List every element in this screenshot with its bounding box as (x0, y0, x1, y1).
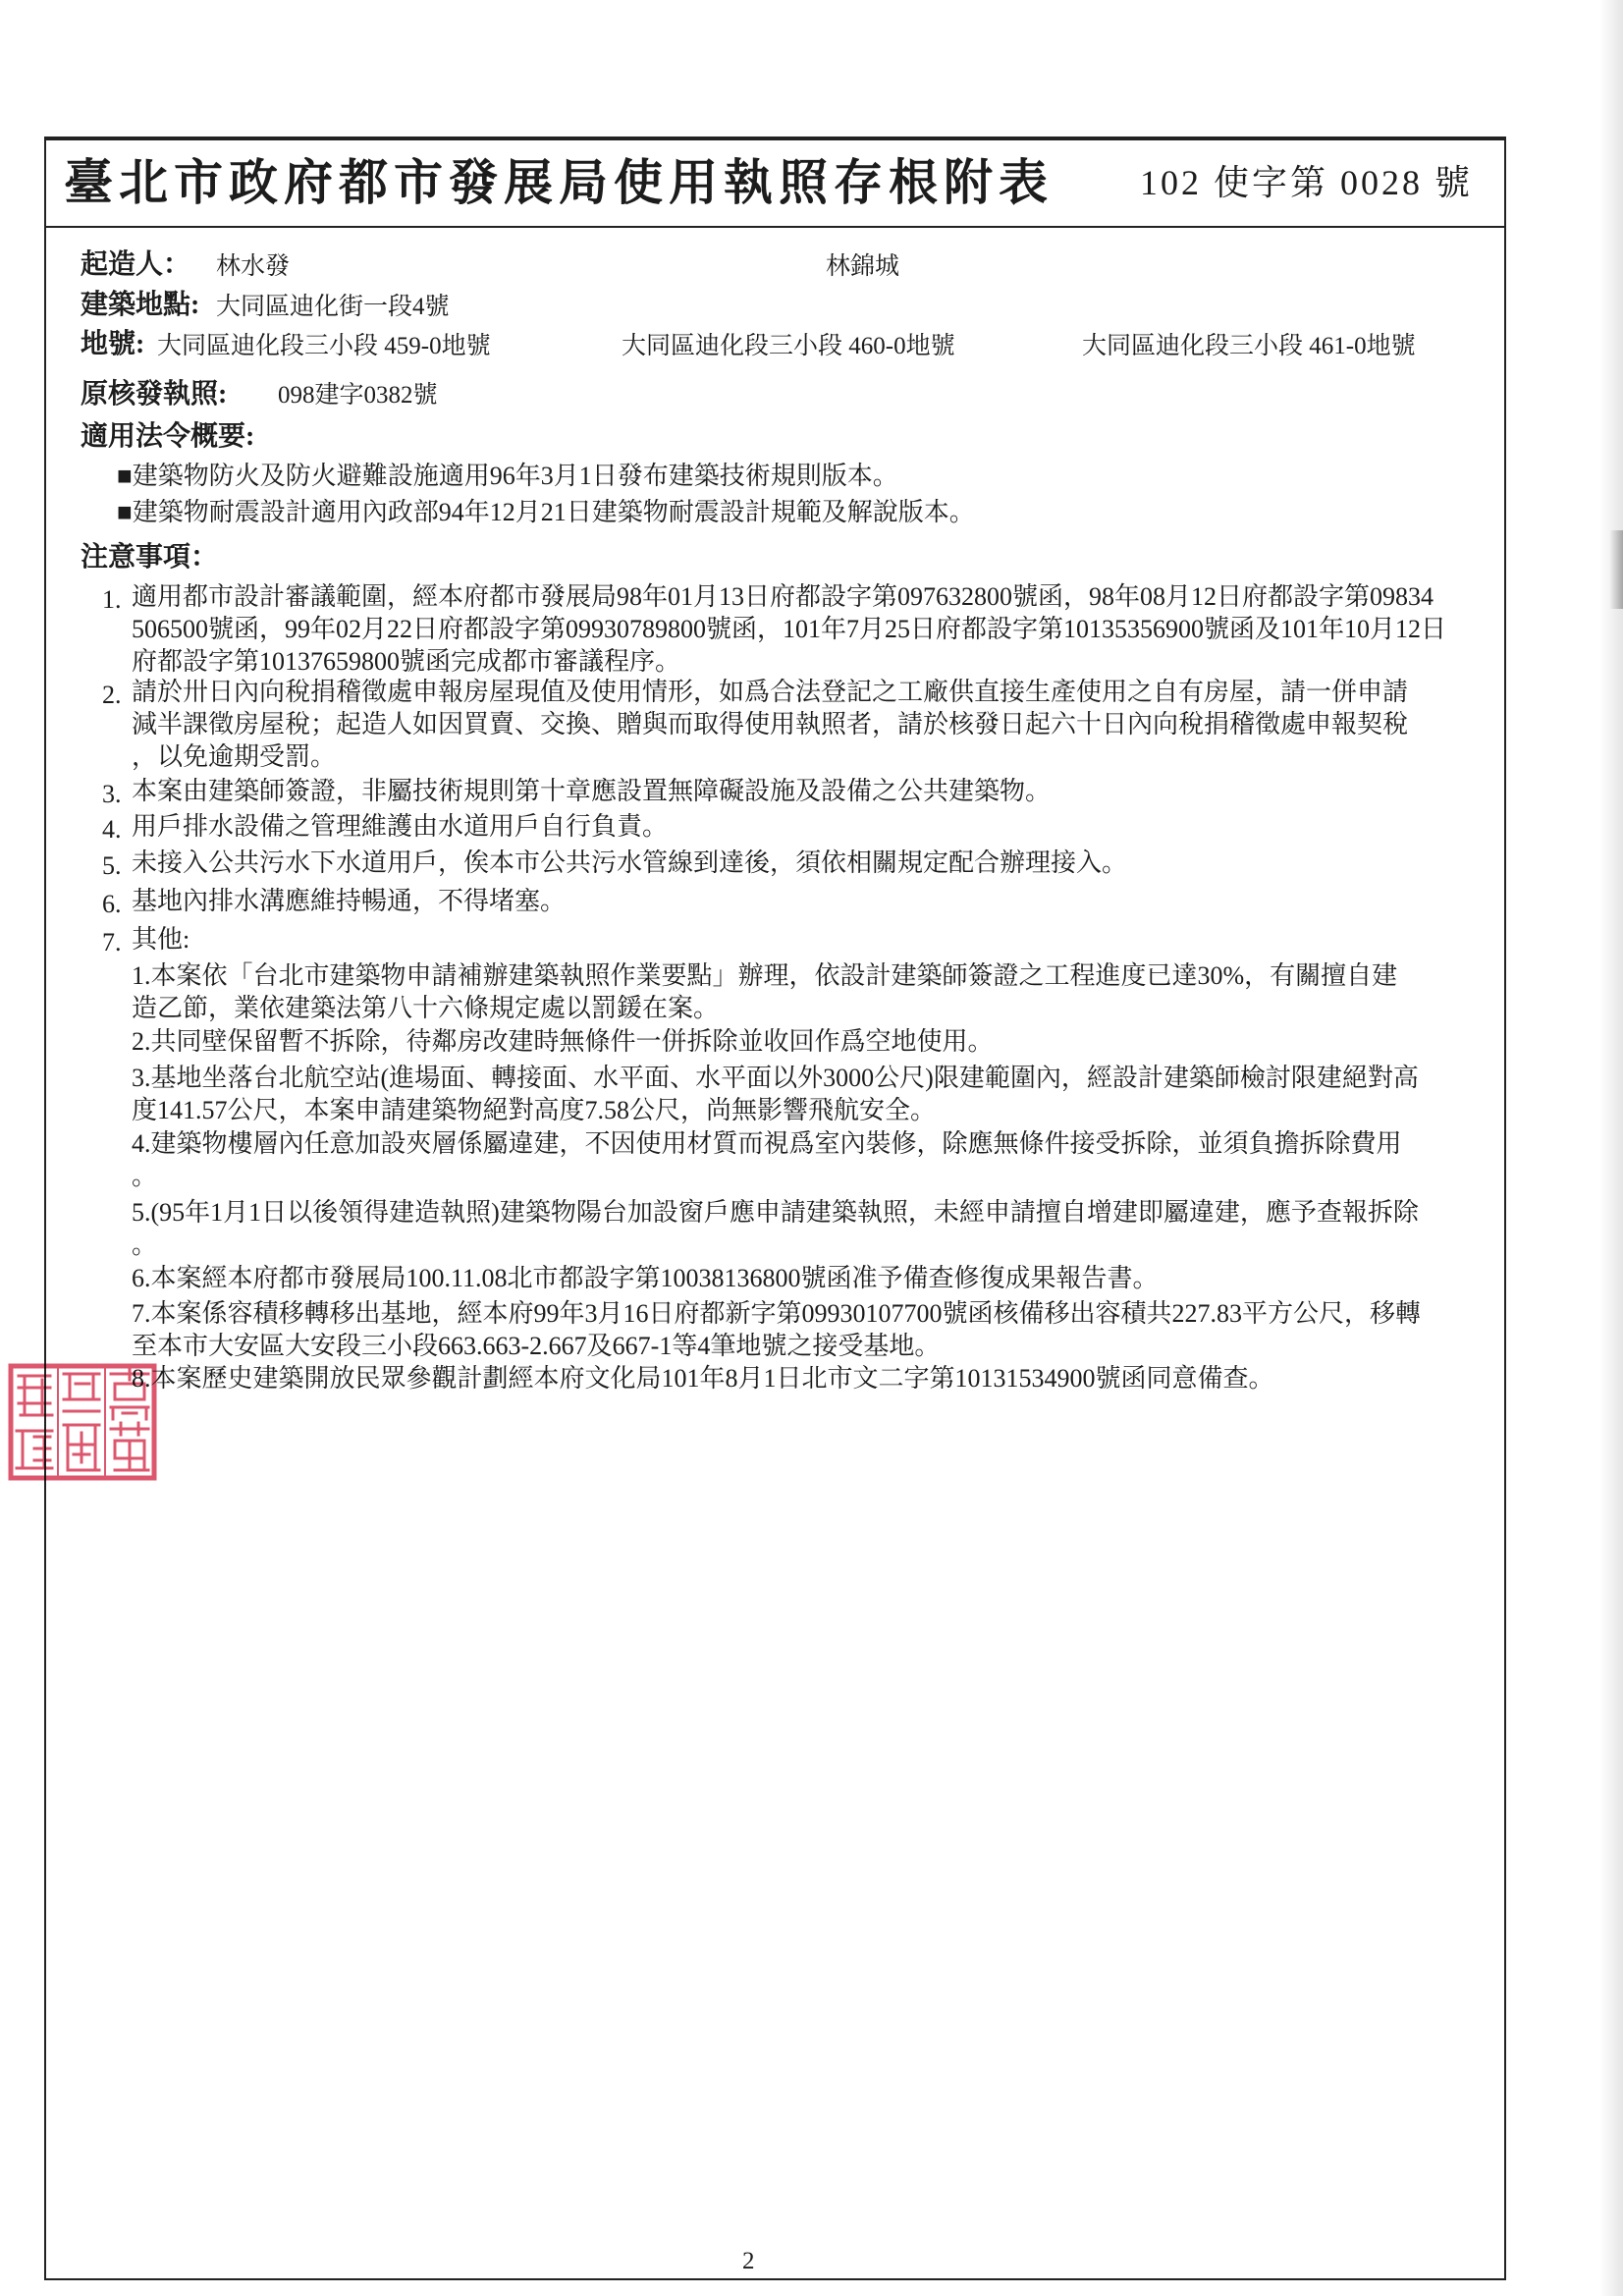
note-line: 其他: (132, 925, 190, 954)
site-label: 建築地點: (81, 290, 200, 320)
lots-label: 地號: (81, 329, 145, 359)
lot-value-3: 大同區迪化段三小段 461-0地號 (1082, 333, 1416, 359)
note-item-2 (102, 676, 1408, 773)
note-number: 2. (102, 681, 122, 709)
other-line: 度141.57公尺，本案申請建築物絕對高度7.58公尺，尚無影響飛航安全。 (132, 1096, 937, 1124)
other-line: 5.(95年1月1日以後領得建造執照)建築物陽台加設窗戶應申請建築執照，未經申請擅自增建即屬違建，應予查報拆除 (132, 1198, 1419, 1227)
note-line: 適用都市設計審議範圍，經本府都市發展局98年01月13日府都設字第097632800號函，98年08月12日府都設字第09834 (132, 582, 1434, 611)
regulations-label: 適用法令概要: (81, 421, 255, 452)
other-line: 造乙節，業依建築法第八十六條規定處以罰鍰在案。 (132, 994, 720, 1022)
note-line: 府都設字第10137659800號函完成都市審議程序。 (132, 647, 681, 676)
note-item-5 (102, 847, 1127, 882)
note-item-1 (102, 580, 1446, 678)
applicant-name-1: 林水發 (216, 253, 291, 280)
other-item-6 (132, 1262, 1159, 1294)
title-divider (44, 226, 1506, 228)
note-number: 6. (102, 890, 122, 918)
original-license-label: 原核發執照: (81, 379, 228, 410)
site-value: 大同區迪化街一段4號 (216, 294, 450, 320)
lot-value-2: 大同區迪化段三小段 460-0地號 (622, 333, 955, 359)
note-number: 4. (102, 815, 122, 844)
other-item-3 (132, 1062, 1419, 1126)
other-line: 3.基地坐落台北航空站(進場面、轉接面、水平面、水平面以外3000公尺)限建範圍內，經設計建築師檢討限建絕對高 (132, 1064, 1419, 1092)
frame-top-rule (44, 137, 1506, 139)
other-line: 8.本案歷史建築開放民眾參觀計劃經本府文化局101年8月1日北市文二字第10131534900號函同意備查。 (132, 1364, 1274, 1393)
other-line: 1.本案依「台北市建築物申請補辦建築執照作業要點」辦理，依設計建築師簽證之工程進度已達30%，有關擅自建 (132, 961, 1398, 990)
note-line: 本案由建築師簽證，非屬技術規則第十章應設置無障礙設施及設備之公共建築物。 (132, 777, 1052, 805)
note-number: 7. (102, 928, 122, 957)
other-line: 。 (132, 1230, 158, 1259)
note-line: 用戶排水設備之管理維護由水道用戶自行負責。 (132, 812, 669, 841)
note-line: 506500號函，99年02月22日府都設字第09930789800號函，101年7月25日府都設字第10135356900號函及101年10月12日 (132, 615, 1447, 643)
lot-value-1: 大同區迪化段三小段 459-0地號 (157, 333, 491, 359)
other-item-8 (132, 1362, 1274, 1394)
note-line: 基地內排水溝應維持暢通，不得堵塞。 (132, 887, 567, 915)
notes-label: 注意事項： (81, 542, 219, 573)
note-item-3 (102, 775, 1051, 810)
applicant-name-2: 林錦城 (826, 253, 900, 280)
other-line: 6.本案經本府都市發展局100.11.08北市都設字第10038136800號函准予備查修復成果報告書。 (132, 1264, 1159, 1292)
other-line: 2.共同壁保留暫不拆除，待鄰房改建時無條件一併拆除並收回作爲空地使用。 (132, 1027, 994, 1056)
other-item-7 (132, 1297, 1421, 1362)
other-line: 4.建築物樓層內任意加設夾層係屬違建，不因使用材質而視爲室內裝修，除應無條件接受拆除，並須負擔拆除費用 (132, 1129, 1402, 1158)
page-number: 2 (742, 2248, 755, 2274)
note-line: 請於卅日內向稅捐稽徵處申報房屋現值及使用情形，如爲合法登記之工廠供直接生產使用之自有房屋，請一併申請 (132, 678, 1409, 706)
other-item-2 (132, 1025, 994, 1058)
document-title: 臺北市政府都市發展局使用執照存根附表 (64, 155, 1054, 210)
scan-shadow-edge (1599, 0, 1623, 2296)
applicant-label: 起造人： (81, 249, 191, 280)
note-line: ，以免逾期受罰。 (132, 742, 337, 771)
license-number: 102 使字第 0028 號 (1140, 163, 1474, 202)
note-item-6 (102, 885, 566, 920)
other-line: 至本市大安區大安段三小段663.663-2.667及667-1等4筆地號之接受基地。 (132, 1332, 941, 1360)
other-line: 。 (132, 1162, 158, 1190)
other-line: 7.本案係容積移轉移出基地，經本府99年3月16日府都新字第09930107700號函核備移出容積共227.83平方公尺，移轉 (132, 1299, 1422, 1328)
note-number: 3. (102, 780, 122, 808)
official-seal-stamp-icon (7, 1360, 158, 1484)
note-number: 1. (102, 585, 122, 614)
regulation-item-1: ■建築物防火及防火避難設施適用96年3月1日發布建築技術規則版本。 (117, 462, 898, 490)
scan-shadow-mark (1609, 530, 1623, 609)
other-item-4 (132, 1127, 1402, 1192)
other-item-5 (132, 1196, 1419, 1261)
note-line: 未接入公共污水下水道用戶，俟本市公共污水管線到達後，須依相關規定配合辦理接入。 (132, 848, 1128, 877)
note-item-7 (102, 923, 189, 958)
regulation-item-2: ■建築物耐震設計適用內政部94年12月21日建築物耐震設計規範及解說版本。 (117, 498, 975, 526)
other-item-1 (132, 959, 1397, 1024)
original-license-value: 098建字0382號 (278, 382, 438, 409)
note-line: 減半課徵房屋稅；起造人如因買賣、交換、贈與而取得使用執照者，請於核發日起六十日內向稅捐稽徵處申報契稅 (132, 710, 1409, 738)
note-number: 5. (102, 851, 122, 880)
note-item-4 (102, 810, 668, 846)
